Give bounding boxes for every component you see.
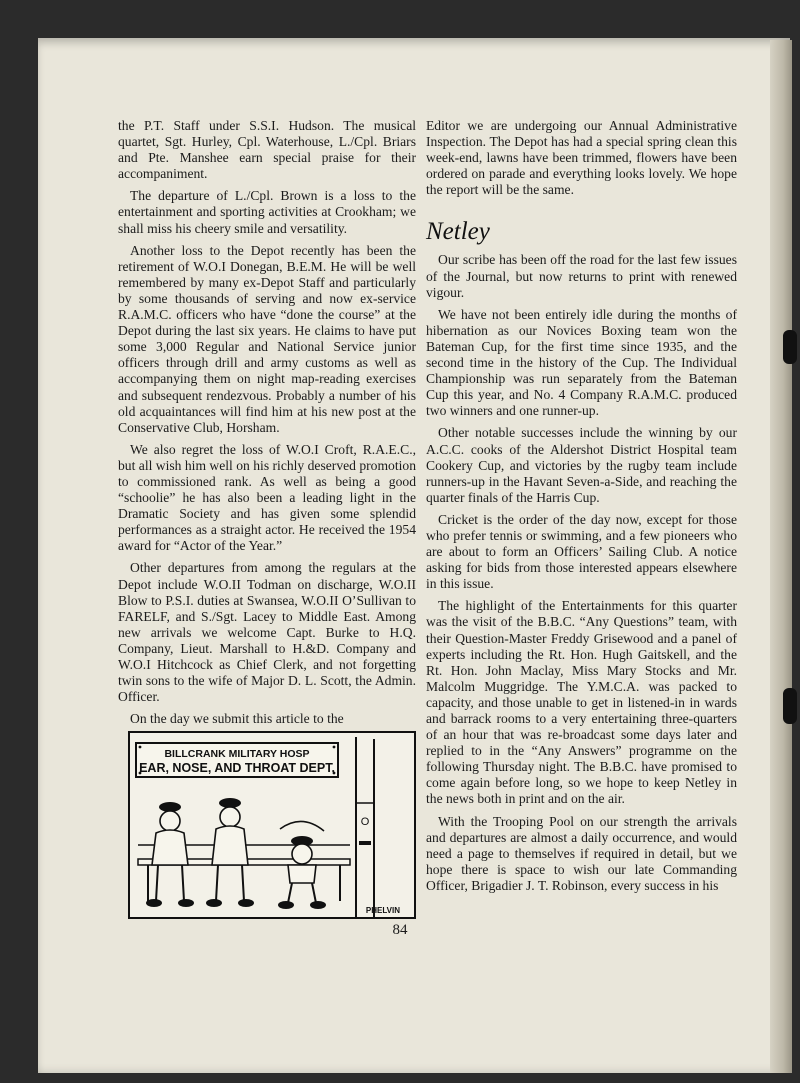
left-column <box>118 118 416 733</box>
sign-line-2: EAR, NOSE, AND THROAT DEPT. <box>139 761 335 775</box>
right-column <box>426 118 737 900</box>
paragraph: The departure of L./Cpl. Brown is a loss to the entertainment and sporting activities at Crookham; we shall miss his cheery smile and versatility. <box>118 188 416 236</box>
paragraph: Another loss to the Depot recently has been the retirement of W.O.I Donegan, B.E.M. He will be well remembered by many ex-Depot Staff and particularly by some thousands of serving and now ex-service R.A.M.C. officers who have “done the course” at the Depot during the last six years. He claims to have put some 3,000 Regular and National Service junior officers through drill and army customs as well as accompanying them on night map-reading exercises and subsequent rendezvous. Probably a number of his old acquaintances will find him at his new post at the Conservative Club, Horsham. <box>118 242 416 435</box>
page-number: 84 <box>392 922 408 938</box>
paragraph: We also regret the loss of W.O.I Croft, R.A.E.C., but all wish him well on his richly deserved promotion to commissioned rank. As well as being a good “schoolie” he has also been a leading light in the Dramatic Society and has given some splendid performances as a straight actor. He received the 1954 award for “Actor of the Year.” <box>118 441 416 554</box>
paragraph: The highlight of the Entertainments for this quarter was the visit of the B.B.C. “Any Questions” team, with their Question-Master Freddy Grisewood and a panel of experts including the Rt. Hon. Hugh Gaitskell, and the Rt. Hon. John Maclay, Miss Mary Stocks and Mr. Malcolm Muggridge. The Y.M.C.A. was packed to capacity, and those unable to get in listened-in in wards and barrack rooms to a very entertaining three-quarters of an hour that was re-broadcast some days later and replied to in the “Any Answers” programme on the following Thursday night. The B.B.C. have promised to come again before long, so we hope to keep Netley in the news both in print and on the air. <box>426 598 737 807</box>
door-number: O <box>360 816 370 828</box>
cartoon-drawing <box>130 733 414 917</box>
cartoon <box>128 731 416 919</box>
section-heading: Netley <box>426 218 490 246</box>
binding-tab <box>783 688 797 724</box>
artist-signature: PHELVIN <box>365 906 400 915</box>
paragraph: Other notable successes include the winning by our A.C.C. cooks of the Aldershot District Hospital team Cookery Cup, and victories by the rugby team include runners-up in the Havant Seven-a-Side, and reaching the quarter finals of the Harris Cup. <box>426 425 737 505</box>
soldier-figure <box>146 802 194 907</box>
page-spine <box>770 40 792 1073</box>
paragraph: Editor we are undergoing our Annual Administrative Inspection. The Depot has had a special spring clean this week-end, lawns have been trimmed, flowers have been ordered on parade and everything looks lovely. We hope the report will be the same. <box>426 118 737 198</box>
paragraph: We have not been entirely idle during the months of hibernation as our Novices Boxing team won the Bateman Cup, for the first time since 1935, and the second time in the history of the Cup. The Individual Championship was run separately from the Bateman Cup this year, and No. 4 Company R.A.M.C. produced two winners and one runner-up. <box>426 306 737 419</box>
paragraph: Our scribe has been off the road for the last few issues of the Journal, but now returns to print with renewed vigour. <box>426 252 737 300</box>
soldier-figure <box>206 798 254 907</box>
paragraph: With the Trooping Pool on our strength the arrivals and departures are almost a daily occurrence, and would need a page to themselves if required in detail, but we hope there is space to wish our late Commanding Officer, Brigadier J. T. Robinson, every success in his <box>426 813 737 893</box>
paragraph: Other departures from among the regulars at the Depot include W.O.II Todman on discharge, W.O.II Blow to P.S.I. duties at Swansea, W.O.II O’Sullivan to FARELF, and S./Sgt. Lacey to Middle East. Among new arrivals we welcome Capt. Burke to H.Q. Company, Lieut. Marshall to H.&D. Company and W.O.I Hitchcock as Chief Clerk, and not forgetting twin sons to the wife of Major D. L. Scott, the Admin. Officer. <box>118 560 416 705</box>
paragraph: On the day we submit this article to the <box>130 711 344 727</box>
paragraph: the P.T. Staff under S.S.I. Hudson. The musical quartet, Sgt. Hurley, Cpl. Waterhouse, L./Cpl. Briars and Pte. Manshee earn special praise for their accompaniment. <box>118 118 416 182</box>
binding-tab <box>783 330 797 364</box>
sign-line-1: BILLCRANK MILITARY HOSP <box>164 748 310 760</box>
paragraph: Cricket is the order of the day now, except for those who prefer tennis or swimming, and a few pioneers who are about to form an Officers’ Sailing Club. A notice asking for bids from those interested appears elsewhere in this issue. <box>426 511 737 592</box>
